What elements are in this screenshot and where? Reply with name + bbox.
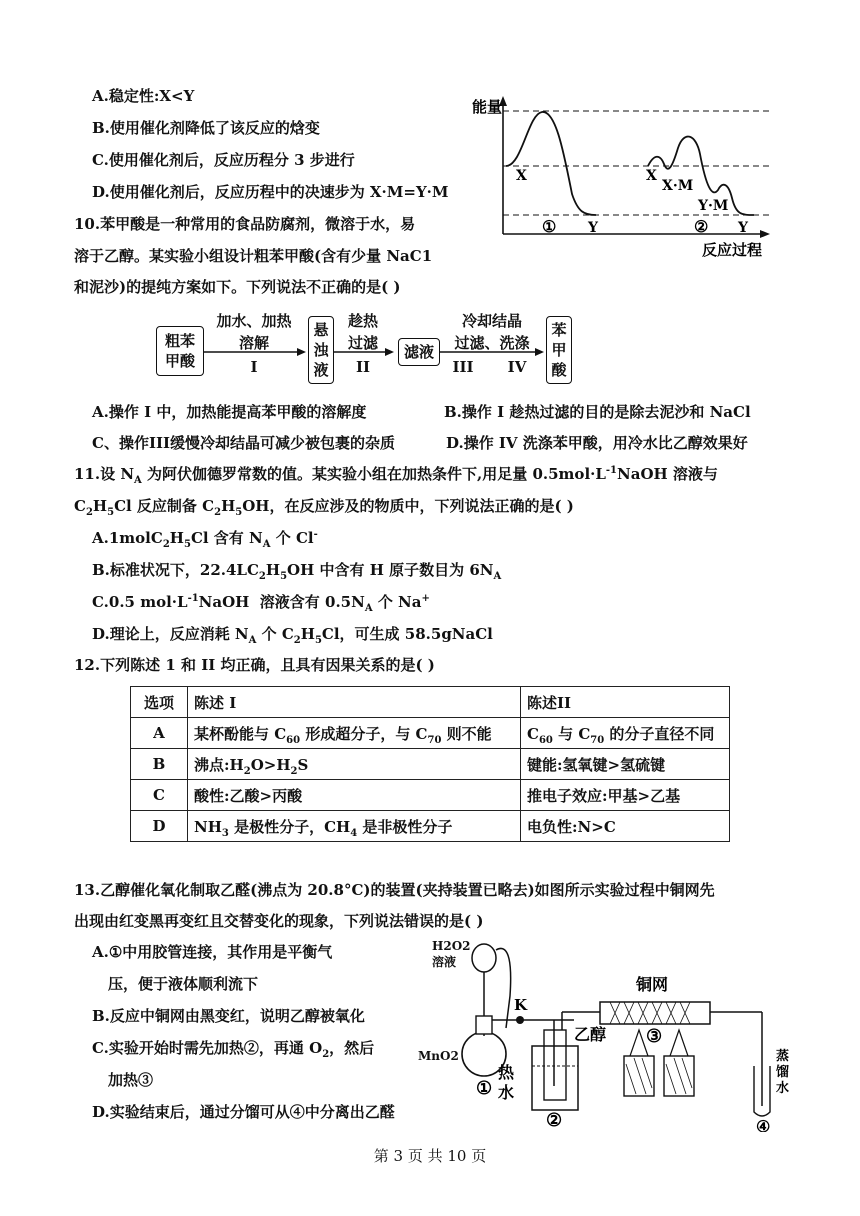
svg-text:热: 热	[498, 1063, 515, 1082]
svg-text:Y·M: Y·M	[698, 198, 729, 214]
svg-text:蒸: 蒸	[776, 1049, 790, 1064]
q11-line-1: 11.设 $N_A$ 为阿伏伽德罗常数的值。某实验小组在加热条件下,用足量 $0.5mol\cdot L^{-1}NaOH$ 溶液与	[74, 465, 718, 486]
q11-option-a: $A.1molC_2H_5Cl$ 含有 $N_A$ 个 Cl-	[92, 529, 318, 550]
q11-line-2: $C_2H_5Cl$ 反应制备 $C_2H_5OH$，在反应涉及的物质中，下列说法正确的是( )	[74, 497, 574, 518]
q11-option-b: B.标准状况下，$22.4LC_2H_5OH$ 中含有 H 原子数目为 $6N_A$	[92, 561, 502, 582]
q13-option-d: D.实验结束后，通过分馏可从④中分离出乙醛	[92, 1103, 395, 1121]
flow-box-filtrate: 滤液	[398, 338, 440, 366]
svg-text:①: ①	[476, 1078, 493, 1099]
q10-option-c: C、操作III缓慢冷却结晶可减少被包裹的杂质	[92, 434, 395, 452]
q9-option-a: A.稳定性:X<Y	[92, 87, 195, 105]
flow-box-benzoic: 苯甲酸	[546, 316, 572, 384]
q11-option-d: D.理论上，反应消耗 $N_A$ 个 $C_2H_5Cl$，可生成 58.5gNaCl	[92, 625, 493, 646]
q9-option-b: B.使用催化剂降低了该反应的焓变	[92, 119, 320, 137]
svg-text:③: ③	[646, 1026, 663, 1047]
svg-text:Y: Y	[588, 220, 598, 236]
svg-text:X: X	[646, 168, 657, 184]
table-row: B 沸点$:H_2O>H_2S$ 键能:氢氧键>氢硫键	[131, 749, 730, 780]
svg-text:乙醇: 乙醇	[574, 1025, 607, 1044]
q9-option-d: D.使用催化剂后，反应历程中的决速步为 X·M=Y·M	[92, 183, 449, 201]
table-row: C 酸性:乙酸>丙酸 推电子效应:甲基>乙基	[131, 780, 730, 811]
y-axis-label: 能量	[472, 98, 503, 116]
q13-line-1: 13.乙醇催化氧化制取乙醛(沸点为 20.8°C)的装置(夹持装置已略去)如图所示实验过程中铜网先	[74, 881, 715, 899]
q10-option-b: B.操作 I 趁热过滤的目的是除去泥沙和 NaCl	[444, 403, 751, 421]
svg-text:X·M: X·M	[662, 178, 694, 194]
q13-option-c-1: C.实验开始时需先加热②，再通 $O_2$，然后	[92, 1039, 375, 1060]
q12-line-1: 12.下列陈述 1 和 II 均正确，且具有因果关系的是( )	[74, 656, 435, 674]
energy-diagram	[472, 94, 784, 262]
q13-option-a-2: 压，便于液体顺利流下	[108, 975, 259, 993]
svg-text:溶液: 溶液	[432, 955, 457, 969]
svg-text:水: 水	[776, 1081, 790, 1096]
q13-option-c-2: 加热③	[108, 1071, 154, 1089]
svg-text:MnO2: MnO2	[418, 1049, 459, 1063]
table-row: A 某杯酚能与 $C_{60}$ 形成超分子，与 $C_{70}$ 则不能 $C_{60}$ 与 $C_{70}$ 的分子直径不同	[131, 718, 730, 749]
svg-text:铜网: 铜网	[636, 975, 669, 994]
q12-table	[130, 686, 730, 842]
svg-text:水: 水	[498, 1083, 515, 1102]
q10-line-1: 10.苯甲酸是一种常用的食品防腐剂，微溶于水，易	[74, 215, 416, 233]
q13-option-b: B.反应中铜网由黑变红，说明乙醇被氧化	[92, 1007, 365, 1025]
svg-text:X: X	[516, 168, 527, 184]
svg-text:④: ④	[756, 1117, 771, 1132]
page-footer: 第 3 页 共 10 页	[373, 1147, 487, 1165]
table-row: D $NH_3$ 是极性分子，$CH_4$ 是非极性分子 电负性:N>C	[131, 811, 730, 842]
svg-text:②: ②	[694, 217, 709, 236]
svg-text:H2O2: H2O2	[432, 939, 471, 953]
svg-text:馏: 馏	[776, 1065, 790, 1080]
q10-line-3: 和泥沙)的提纯方案如下。下列说法不正确的是( )	[74, 278, 401, 296]
q10-line-2: 溶于乙醇。某实验小组设计粗苯甲酸(含有少量 NaC1	[74, 247, 433, 265]
svg-text:②: ②	[546, 1110, 563, 1131]
x-axis-label: 反应过程	[702, 241, 763, 259]
q11-option-c: C.0.5 $mol\cdot L^{-1}NaOH$ 溶液含有 $0.5N_A$ 个 Na+	[92, 593, 430, 614]
q9-option-c: C.使用催化剂后，反应历程分 3 步进行	[92, 151, 355, 169]
q13-option-a-1: A.①中用胶管连接，其作用是平衡气	[92, 943, 333, 961]
flow-box-suspension: 悬浊液	[308, 316, 334, 384]
table-header-row: 选项 陈述 I 陈述II	[131, 687, 730, 718]
q13-line-2: 出现由红变黑再变红且交替变化的现象，下列说法错误的是( )	[74, 912, 484, 930]
svg-text:①: ①	[542, 217, 557, 236]
svg-text:K: K	[514, 996, 528, 1014]
svg-text:Y: Y	[738, 220, 748, 236]
apparatus-diagram	[414, 936, 814, 1132]
q10-option-d: D.操作 IV 洗涤苯甲酸，用冷水比乙醇效果好	[446, 434, 748, 452]
q10-option-a: A.操作 I 中，加热能提高苯甲酸的溶解度	[92, 403, 367, 421]
flow-box-crude: 粗苯甲酸	[156, 326, 204, 376]
